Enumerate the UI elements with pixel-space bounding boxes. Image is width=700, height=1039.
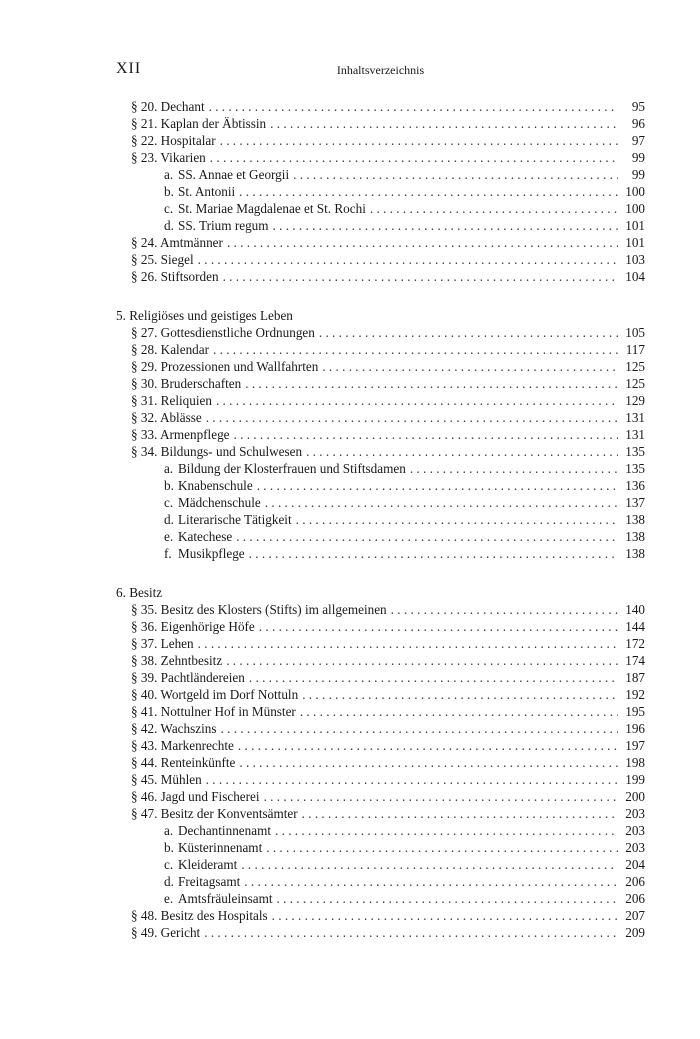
toc-entry[interactable] <box>116 703 645 720</box>
page-folio: XII <box>116 60 142 77</box>
toc-page-number: 99 <box>631 167 645 182</box>
dot-leader <box>259 618 618 635</box>
toc-entry-letter: b. <box>164 478 174 493</box>
toc-entry-letter: b. <box>164 840 174 855</box>
section-gap <box>116 562 645 584</box>
toc-page-number: 187 <box>625 670 645 685</box>
toc-entry-title <box>131 251 194 268</box>
toc-entry-title <box>164 183 235 200</box>
toc-entry[interactable] <box>116 217 645 234</box>
toc-entry-label: § 47. Besitz der Konventsämter <box>131 806 298 821</box>
dot-leader <box>226 652 618 669</box>
toc-entry-label: SS. Annae et Georgii <box>178 167 290 182</box>
toc-entry-label: § 38. Zehntbesitz <box>131 653 223 668</box>
toc-entry[interactable] <box>116 771 645 788</box>
toc-entry[interactable] <box>116 618 645 635</box>
toc-page-number: 206 <box>625 891 645 906</box>
dot-leader <box>198 635 618 652</box>
toc-entry-label: § 21. Kaplan der Äbtissin <box>131 116 267 131</box>
toc-entry-letter: c. <box>164 857 174 872</box>
toc-entry[interactable] <box>116 443 645 460</box>
toc-entry-label: Amtsfräuleinsamt <box>178 891 273 906</box>
toc-section-heading: 5. Religiöses und geistiges Leben <box>116 308 293 323</box>
toc-entry-title <box>131 618 255 635</box>
toc-entry-label: § 39. Pachtländereien <box>131 670 245 685</box>
toc-entry-label: § 20. Dechant <box>131 99 205 114</box>
toc-entry-label: § 43. Markenrechte <box>131 738 234 753</box>
toc-page-number: 101 <box>625 218 645 233</box>
toc-entry-letter: d. <box>164 218 174 233</box>
toc-entry-label: § 44. Renteinkünfte <box>131 755 236 770</box>
toc-entry-title <box>164 477 253 494</box>
toc-page-number: 200 <box>625 789 645 804</box>
toc-entry-title <box>164 839 262 856</box>
toc-entry-title <box>164 528 232 545</box>
toc-entry[interactable] <box>116 375 645 392</box>
toc-page-number: 203 <box>625 806 645 821</box>
toc-entry-title <box>131 426 230 443</box>
toc-entry-label: § 27. Gottesdienstliche Ordnungen <box>131 325 315 340</box>
toc-entry-title <box>164 200 366 217</box>
toc-entry-label: § 37. Lehen <box>131 636 194 651</box>
dot-leader <box>306 443 618 460</box>
toc-entry-label: § 22. Hospitalar <box>131 133 216 148</box>
dot-leader <box>206 771 618 788</box>
toc-entry-label: Dechantinnenamt <box>178 823 272 838</box>
toc-entry-title <box>131 375 241 392</box>
toc-entry[interactable] <box>116 115 645 132</box>
dot-leader <box>273 217 618 234</box>
dot-leader <box>198 251 618 268</box>
toc-entry-label: Kleideramt <box>178 857 238 872</box>
toc-page-number: 136 <box>625 478 645 493</box>
toc-entry-label: Musikpflege <box>178 546 245 561</box>
toc-entry[interactable] <box>116 392 645 409</box>
dot-leader <box>275 822 618 839</box>
dot-leader <box>227 234 618 251</box>
toc-page-number: 95 <box>631 99 645 114</box>
toc-entry[interactable] <box>116 822 645 839</box>
dot-leader <box>206 409 618 426</box>
toc-page-number: 100 <box>625 201 645 216</box>
toc-entry[interactable] <box>116 873 645 890</box>
dot-leader <box>213 341 618 358</box>
toc-entry-title <box>131 149 206 166</box>
toc-entry-letter: c. <box>164 495 174 510</box>
toc-page-number: 203 <box>625 823 645 838</box>
dot-leader <box>210 149 618 166</box>
toc-entry-label: St. Mariae Magdalenae et St. Rochi <box>178 201 366 216</box>
toc-page-number: 135 <box>625 461 645 476</box>
dot-leader <box>244 873 618 890</box>
toc-page-number: 192 <box>625 687 645 702</box>
toc-entry[interactable] <box>116 200 645 217</box>
toc-entry[interactable] <box>116 183 645 200</box>
toc-page-number: 97 <box>631 133 645 148</box>
toc-entry-title <box>164 166 289 183</box>
dot-leader <box>319 324 618 341</box>
toc-entry-label: § 49. Gericht <box>131 925 201 940</box>
toc-page-number: 209 <box>625 925 645 940</box>
toc-entry-title <box>131 392 212 409</box>
toc-entry-title <box>164 856 237 873</box>
table-of-contents <box>116 98 645 941</box>
toc-entry[interactable] <box>116 358 645 375</box>
toc-page-number: 197 <box>625 738 645 753</box>
dot-leader <box>234 426 618 443</box>
toc-entry-label: § 30. Bruderschaften <box>131 376 242 391</box>
toc-entry[interactable] <box>116 341 645 358</box>
toc-entry-title <box>131 601 387 618</box>
toc-entry-label: § 35. Besitz des Klosters (Stifts) im allgemeinen <box>131 602 387 617</box>
toc-entry[interactable] <box>116 805 645 822</box>
dot-leader <box>302 686 618 703</box>
toc-page-number: 131 <box>625 427 645 442</box>
toc-entry[interactable] <box>116 720 645 737</box>
toc-page-number: 100 <box>625 184 645 199</box>
toc-entry[interactable] <box>116 426 645 443</box>
toc-entry-title <box>131 686 298 703</box>
toc-page-number: 138 <box>625 512 645 527</box>
toc-entry-label: § 24. Amtmänner <box>131 235 223 250</box>
toc-entry-label: § 31. Reliquien <box>131 393 212 408</box>
toc-entry[interactable] <box>116 737 645 754</box>
toc-entry-label: § 33. Armenpflege <box>131 427 230 442</box>
toc-entry-title <box>131 268 219 285</box>
toc-entry-title <box>131 341 209 358</box>
toc-entry[interactable] <box>116 924 645 941</box>
dot-leader <box>249 545 618 562</box>
dot-leader <box>216 392 618 409</box>
dot-leader <box>221 720 619 737</box>
toc-entry-label: St. Antonii <box>178 184 236 199</box>
dot-leader <box>370 200 618 217</box>
toc-entry[interactable] <box>116 652 645 669</box>
toc-page-number: 198 <box>625 755 645 770</box>
toc-entry-label: § 32. Ablässe <box>131 410 202 425</box>
toc-page-number: 125 <box>625 376 645 391</box>
dot-leader <box>272 907 618 924</box>
toc-entry-title <box>131 443 302 460</box>
toc-entry[interactable] <box>116 839 645 856</box>
toc-entry[interactable] <box>116 268 645 285</box>
toc-entry-title <box>131 98 205 115</box>
toc-entry-title <box>131 907 268 924</box>
toc-entry-letter: a. <box>164 823 174 838</box>
toc-entry[interactable] <box>116 251 645 268</box>
running-title: Inhaltsverzeichnis <box>336 63 425 77</box>
toc-entry-title <box>164 494 261 511</box>
toc-entry-title <box>164 890 273 907</box>
toc-entry-title <box>131 754 235 771</box>
toc-entry-label: Küsterinnenamt <box>178 840 263 855</box>
dot-leader <box>249 669 618 686</box>
toc-entry-label: § 45. Mühlen <box>131 772 202 787</box>
toc-entry-title <box>164 873 240 890</box>
toc-page-number: 138 <box>625 529 645 544</box>
toc-entry-label: § 28. Kalendar <box>131 342 209 357</box>
toc-entry[interactable] <box>116 234 645 251</box>
toc-page-number: 203 <box>625 840 645 855</box>
toc-entry-title <box>131 358 318 375</box>
toc-page-number: 129 <box>625 393 645 408</box>
toc-entry-letter: d. <box>164 512 174 527</box>
toc-page-number: 104 <box>625 269 645 284</box>
toc-page-number: 172 <box>625 636 645 651</box>
toc-entry-label: § 41. Nottulner Hof in Münster <box>131 704 296 719</box>
dot-leader <box>296 511 618 528</box>
dot-leader <box>265 494 618 511</box>
toc-entry[interactable] <box>116 686 645 703</box>
toc-entry[interactable] <box>116 149 645 166</box>
toc-entry-title <box>131 115 266 132</box>
toc-entry-label: § 36. Eigenhörige Höfe <box>131 619 255 634</box>
toc-page-number: 131 <box>625 410 645 425</box>
toc-entry-letter: b. <box>164 184 174 199</box>
toc-entry-label: § 46. Jagd und Fischerei <box>131 789 260 804</box>
toc-entry-title <box>131 132 216 149</box>
toc-entry-title <box>131 234 223 251</box>
toc-entry[interactable] <box>116 788 645 805</box>
toc-entry[interactable] <box>116 545 645 562</box>
toc-page-number: 105 <box>625 325 645 340</box>
toc-entry-title <box>164 217 269 234</box>
toc-page-number: 96 <box>631 116 645 131</box>
toc-entry[interactable] <box>116 460 645 477</box>
toc-entry-label: § 23. Vikarien <box>131 150 206 165</box>
toc-page-number: 138 <box>625 546 645 561</box>
toc-page-number: 101 <box>625 235 645 250</box>
toc-entry[interactable] <box>116 409 645 426</box>
toc-page-number: 135 <box>625 444 645 459</box>
dot-leader <box>300 703 618 720</box>
dot-leader <box>410 460 618 477</box>
dot-leader <box>391 601 618 618</box>
toc-page-number: 117 <box>625 342 645 357</box>
toc-entry-title <box>131 409 202 426</box>
toc-page-number: 140 <box>625 602 645 617</box>
toc-page-number: 99 <box>631 150 645 165</box>
toc-entry[interactable] <box>116 754 645 771</box>
toc-entry-label: § 26. Stiftsorden <box>131 269 219 284</box>
toc-entry[interactable] <box>116 890 645 907</box>
toc-entry-title <box>131 737 234 754</box>
toc-entry-letter: c. <box>164 201 174 216</box>
toc-entry-title <box>164 511 292 528</box>
toc-entry-label: Katechese <box>178 529 233 544</box>
toc-entry[interactable] <box>116 528 645 545</box>
toc-page-number: 204 <box>625 857 645 872</box>
dot-leader <box>264 788 618 805</box>
toc-entry[interactable] <box>116 166 645 183</box>
toc-entry-letter: e. <box>164 891 174 906</box>
toc-page-number: 195 <box>625 704 645 719</box>
dot-leader <box>302 805 618 822</box>
toc-entry-label: § 25. Siegel <box>131 252 194 267</box>
toc-entry-title <box>131 652 222 669</box>
dot-leader <box>236 528 618 545</box>
toc-section-heading: 6. Besitz <box>116 585 163 600</box>
toc-entry-label: Knabenschule <box>178 478 253 493</box>
toc-page-number: 125 <box>625 359 645 374</box>
toc-entry-label: Freitagsamt <box>178 874 241 889</box>
toc-entry-title <box>131 805 298 822</box>
dot-leader <box>293 166 618 183</box>
toc-page-number: 199 <box>625 772 645 787</box>
toc-entry[interactable] <box>116 907 645 924</box>
toc-entry-label: § 40. Wortgeld im Dorf Nottuln <box>131 687 299 702</box>
toc-entry[interactable] <box>116 477 645 494</box>
toc-entry-label: SS. Trium regum <box>178 218 269 233</box>
toc-entry-title <box>164 460 406 477</box>
toc-page-number: 174 <box>625 653 645 668</box>
toc-entry-letter: f. <box>164 546 172 561</box>
toc-entry-label: § 34. Bildungs- und Schulwesen <box>131 444 303 459</box>
toc-page-number: 206 <box>625 874 645 889</box>
dot-leader <box>266 839 618 856</box>
toc-entry[interactable] <box>116 669 645 686</box>
toc-page-number: 196 <box>625 721 645 736</box>
toc-entry-label: Bildung der Klosterfrauen und Stiftsdamen <box>178 461 406 476</box>
toc-entry-letter: e. <box>164 529 174 544</box>
section-gap <box>116 285 645 307</box>
toc-entry-title <box>131 720 217 737</box>
toc-entry-letter: d. <box>164 874 174 889</box>
toc-entry-label: § 42. Wachszins <box>131 721 217 736</box>
toc-entry-letter: a. <box>164 461 174 476</box>
dot-leader <box>220 132 618 149</box>
toc-entry-label: Mädchenschule <box>178 495 261 510</box>
toc-entry-title <box>131 771 202 788</box>
toc-entry[interactable] <box>116 494 645 511</box>
toc-entry-letter: a. <box>164 167 174 182</box>
toc-entry[interactable] <box>116 511 645 528</box>
toc-entry[interactable] <box>116 98 645 115</box>
toc-entry-title <box>164 822 271 839</box>
dot-leader <box>239 754 618 771</box>
toc-entry-title <box>131 703 296 720</box>
toc-entry-label: § 29. Prozessionen und Wallfahrten <box>131 359 319 374</box>
toc-entry-title <box>131 324 315 341</box>
toc-entry[interactable] <box>116 324 645 341</box>
toc-entry-title <box>164 545 245 562</box>
toc-entry[interactable] <box>116 132 645 149</box>
toc-page-number: 144 <box>625 619 645 634</box>
toc-page-number: 137 <box>625 495 645 510</box>
dot-leader <box>270 115 618 132</box>
dot-leader <box>322 358 618 375</box>
toc-entry-title <box>131 788 260 805</box>
dot-leader <box>257 477 618 494</box>
page-header <box>116 60 645 82</box>
toc-entry[interactable] <box>116 601 645 618</box>
dot-leader <box>277 890 619 907</box>
dot-leader <box>238 737 618 754</box>
toc-entry-label: § 48. Besitz des Hospitals <box>131 908 268 923</box>
toc-page-number: 103 <box>625 252 645 267</box>
dot-leader <box>241 856 618 873</box>
dot-leader <box>209 98 618 115</box>
toc-entry-title <box>131 669 245 686</box>
toc-entry[interactable] <box>116 856 645 873</box>
toc-entry[interactable] <box>116 635 645 652</box>
dot-leader <box>204 924 618 941</box>
toc-page-number: 207 <box>625 908 645 923</box>
dot-leader <box>239 183 618 200</box>
toc-entry-title <box>131 924 200 941</box>
toc-entry-label: Literarische Tätigkeit <box>178 512 292 527</box>
toc-entry-title <box>131 635 194 652</box>
dot-leader <box>223 268 618 285</box>
dot-leader <box>245 375 618 392</box>
